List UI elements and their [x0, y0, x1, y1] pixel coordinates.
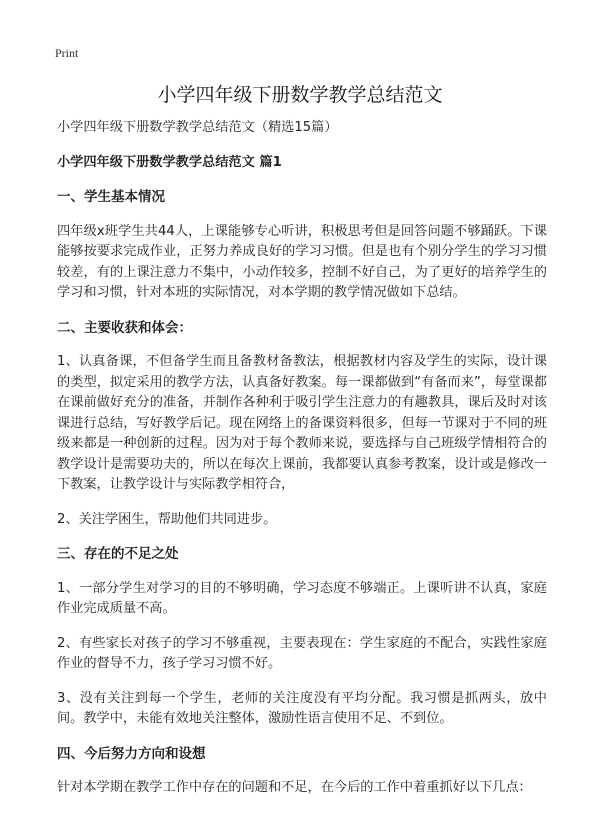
section-heading-gains: 二、主要收获和体会： — [57, 319, 192, 336]
section-heading-shortcomings: 三、存在的不足之处 — [57, 546, 179, 562]
paragraph: 2、关注学困生，帮助他们共同进步。 — [57, 511, 277, 527]
print-label[interactable]: Print — [55, 46, 79, 60]
section-heading-future-plans: 四、今后努力方向和设想 — [57, 745, 206, 762]
paragraph: 1、认真备课，不但备学生而且备教材备教法，根据教材内容及学生的实际，设计课的类型，拟定采用的教学方法，认真备好教案。每一课都做到“有备而来”，每堂课都在课前做好充分的准备，并制作各种利于吸引学生注意力的有趣教具，课后及时对该课进行总结，写好教学后记。现在网络上的备课资料很多，但每一节课对于不同的班级来都是一种创新的过程。因为对于每个教师来说，要选择与自己班级学情相符合的教学设计是需要功夫的，所以在每次上课前，我都要认真参考教案，设计或是修改一下教案，让教学设计与实际教学相符合， — [57, 354, 547, 492]
paragraph: 1、一部分学生对学习的目的不够明确，学习态度不够端正。上课听讲不认真，家庭作业完成质量不高。 — [57, 580, 547, 616]
document-body — [57, 118, 547, 813]
paragraph: 2、有些家长对孩子的学习不够重视，主要表现在：学生家庭的不配合，实践性家庭作业的督导不力，孩子学习习惯不好。 — [57, 635, 547, 671]
paragraph: 针对本学期在教学工作中存在的问题和不足，在今后的工作中着重抓好以下几点： — [57, 780, 532, 795]
document-subtitle: 小学四年级下册数学教学总结范文（精选15篇） — [57, 120, 338, 135]
article-heading: 小学四年级下册数学教学总结范文 篇1 — [57, 154, 282, 170]
section-heading-basic-info: 一、学生基本情况 — [57, 189, 165, 205]
document-title: 小学四年级下册数学教学总结范文 — [157, 84, 443, 106]
paragraph: 四年级x班学生共44人，上课能够专心听讲，积极思考但是回答问题不够踊跃。下课能够按要求完成作业，正努力养成良好的学习习惯。但是也有个别分学生的学习习惯较差，有的上课注意力不集中，小动作较多，控制不好自己，为了更好的培养学生的学习和习惯，针对本班的实际情况，对本学期的教学情况做如下总结。 — [57, 223, 547, 300]
paragraph: 3、没有关注到每一个学生，老师的关注度没有平均分配。我习惯是抓两头，放中间。教学中，未能有效地关注整体，激励性语言使用不足、不到位。 — [57, 690, 547, 726]
